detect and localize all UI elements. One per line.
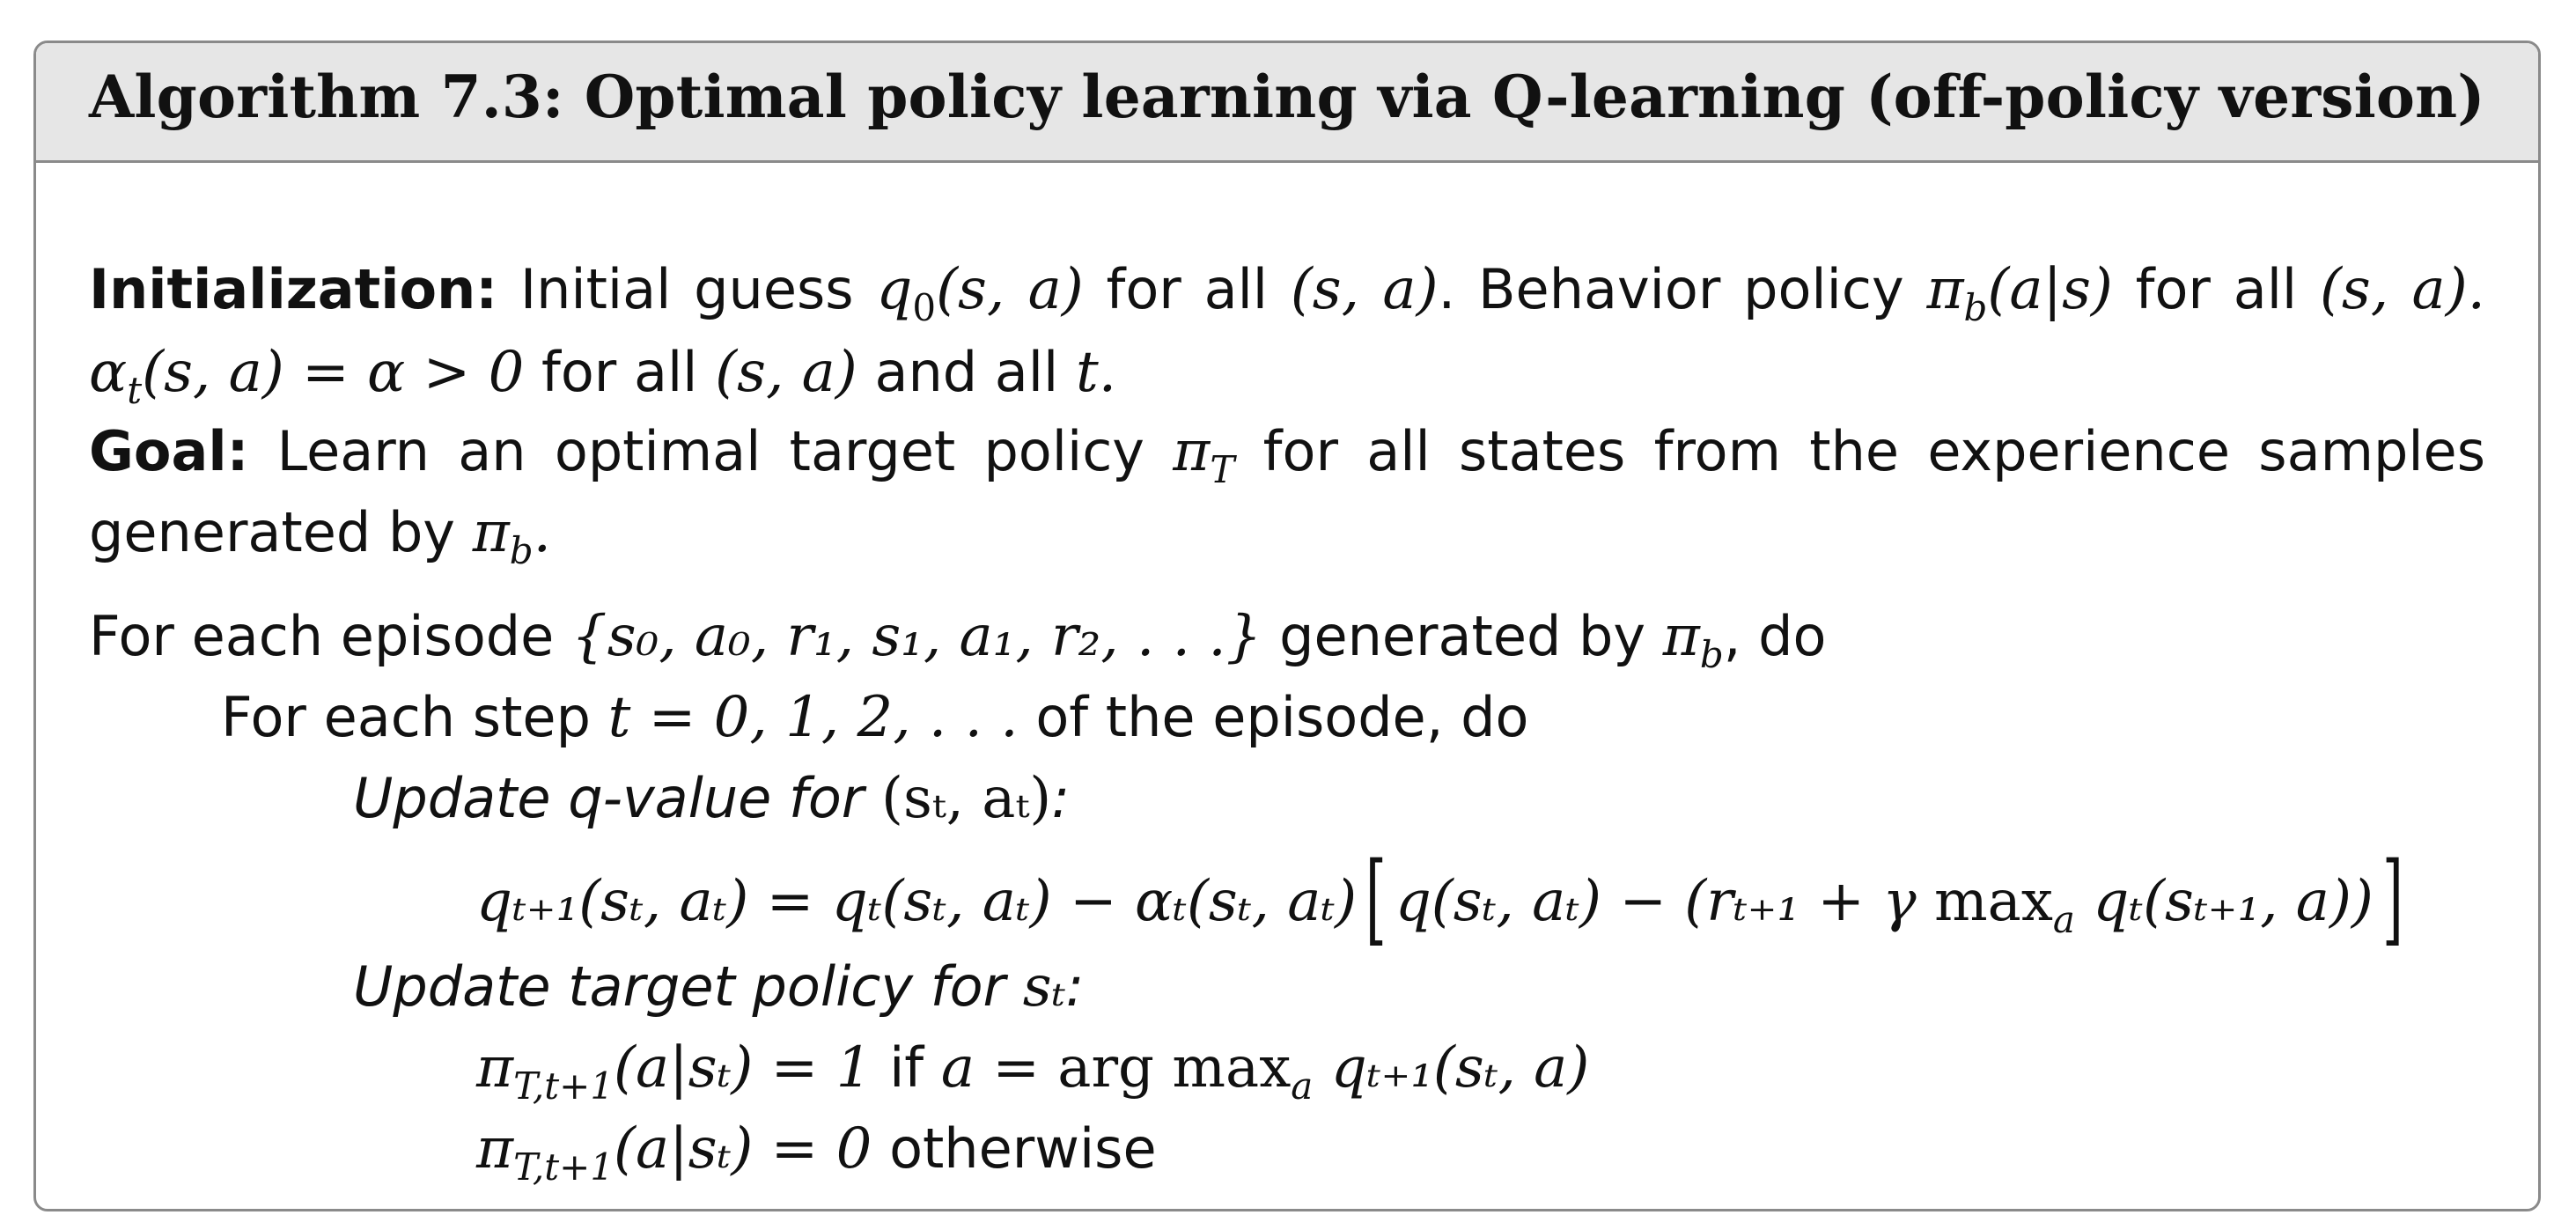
episode-behavior-policy-subscript: b (1699, 633, 1724, 676)
episode-behavior-policy-symbol: π (1662, 604, 1700, 669)
update-policy-label: Update target policy for (353, 954, 1023, 1019)
initialization-line-2-end: . (1098, 340, 1117, 405)
alpha-expression: (s, a) = α > 0 (142, 340, 525, 405)
update-q-label-end: : (1051, 766, 1071, 830)
behavior-policy-args: (a|s) (1987, 257, 2113, 322)
update-q-label-line (353, 766, 1071, 831)
rule-2-otherwise-text: otherwise (872, 1116, 1157, 1181)
rule-2-pi-symbol: π (476, 1116, 514, 1182)
goal-behavior-policy-subscript: b (509, 529, 534, 572)
initialization-text-5: for all (524, 340, 716, 404)
algorithm-header (36, 43, 2538, 163)
rule-1-pi-symbol: π (476, 1035, 514, 1101)
q-update-inner-a: q(sₜ, aₜ) − (rₜ₊₁ + γ (1395, 869, 1934, 934)
alpha-subscript: t (127, 369, 143, 412)
q-update-inner-b: qₜ(sₜ₊₁, a)) (2074, 869, 2374, 934)
q0-subscript: 0 (912, 286, 937, 329)
alpha-symbol: α (89, 340, 128, 405)
goal-behavior-policy-symbol: π (472, 500, 510, 565)
rule-1-pi-subscript: T,t+1 (513, 1064, 615, 1108)
initialization-text-4: for all (2112, 257, 2320, 321)
episode-set: {s₀, a₀, r₁, s₁, a₁, r₂, . . .} (570, 604, 1262, 669)
update-q-label: Update q-value for (353, 766, 881, 830)
goal-line-2-end: . (533, 500, 551, 565)
algorithm-body (89, 163, 2485, 1209)
state-action-pair-2: (s, a) (2319, 257, 2468, 322)
goal-line-1 (89, 419, 2485, 491)
target-policy-symbol: π (1173, 419, 1211, 484)
q0-args: (s, a) (936, 257, 1084, 322)
goal-label: Goal: (89, 419, 249, 483)
rule-2-expression: (a|sₜ) = 0 (614, 1116, 872, 1182)
behavior-policy-subscript: b (1963, 286, 1988, 329)
max-subscript: a (2052, 898, 2075, 941)
close-bracket: ] (2381, 842, 2403, 956)
q-update-equation (476, 842, 2412, 956)
episode-loop-text-3: , do (1723, 604, 1827, 668)
episode-loop-line (89, 604, 1827, 676)
update-policy-label-line (353, 954, 1085, 1020)
update-q-label-math: (sₜ, aₜ) (881, 766, 1052, 831)
step-loop-text-2: of the episode, do (1018, 685, 1529, 749)
initialization-line-1-end: . (2467, 257, 2485, 322)
goal-text-3: generated by (89, 500, 473, 564)
rule-1-condition-a: a = (940, 1035, 1058, 1101)
rule-1-expression: (a|sₜ) = 1 (614, 1035, 872, 1101)
policy-rule-1 (476, 1035, 1590, 1108)
max-operator: max (1933, 869, 2053, 934)
episode-loop-text-1: For each episode (89, 604, 571, 668)
target-policy-subscript: T (1210, 448, 1235, 491)
policy-rule-2 (476, 1116, 1157, 1189)
initialization-label: Initialization: (89, 257, 498, 321)
step-loop-text-1: For each step (221, 685, 608, 749)
goal-text-2: for all states from the experience samples (1234, 419, 2485, 483)
goal-text-1: Learn an optimal target policy (248, 419, 1174, 483)
initialization-text-6: and all (857, 340, 1076, 404)
initialization-text-2: for all (1083, 257, 1291, 321)
initialization-line-2 (89, 340, 1117, 412)
q-update-lhs: qₜ₊₁(sₜ, aₜ) = qₜ(sₜ, aₜ) − αₜ(sₜ, aₜ) (476, 869, 1358, 934)
rule-2-pi-subscript: T,t+1 (513, 1145, 615, 1189)
rule-1-condition-b: qₜ₊₁(sₜ, a) (1313, 1035, 1590, 1101)
goal-line-2 (89, 500, 551, 572)
step-expression: t = 0, 1, 2, . . . (607, 685, 1019, 750)
q0-symbol: q (876, 257, 913, 322)
episode-loop-text-2: generated by (1262, 604, 1663, 668)
initialization-line-1 (89, 257, 2485, 329)
state-action-pair-3: (s, a) (715, 340, 857, 405)
open-bracket: [ (1365, 842, 1387, 956)
rule-1-if-text: if (872, 1035, 941, 1100)
update-policy-label-end: : (1065, 954, 1085, 1019)
time-symbol: t (1075, 340, 1099, 405)
initialization-text-3: . Behavior policy (1438, 257, 1927, 321)
rule-1-argmax-subscript: a (1291, 1064, 1314, 1108)
update-policy-label-math: sₜ (1022, 954, 1066, 1020)
rule-1-argmax: arg max (1057, 1035, 1292, 1101)
algorithm-title: Algorithm 7.3: Optimal policy learning via Q-learning (off-policy version) (89, 63, 2485, 131)
step-loop-line (221, 685, 1529, 750)
state-action-pair-1: (s, a) (1290, 257, 1439, 322)
algorithm-box (33, 40, 2541, 1211)
behavior-policy-symbol: π (1926, 257, 1964, 322)
initialization-text-1: Initial guess (497, 257, 877, 321)
